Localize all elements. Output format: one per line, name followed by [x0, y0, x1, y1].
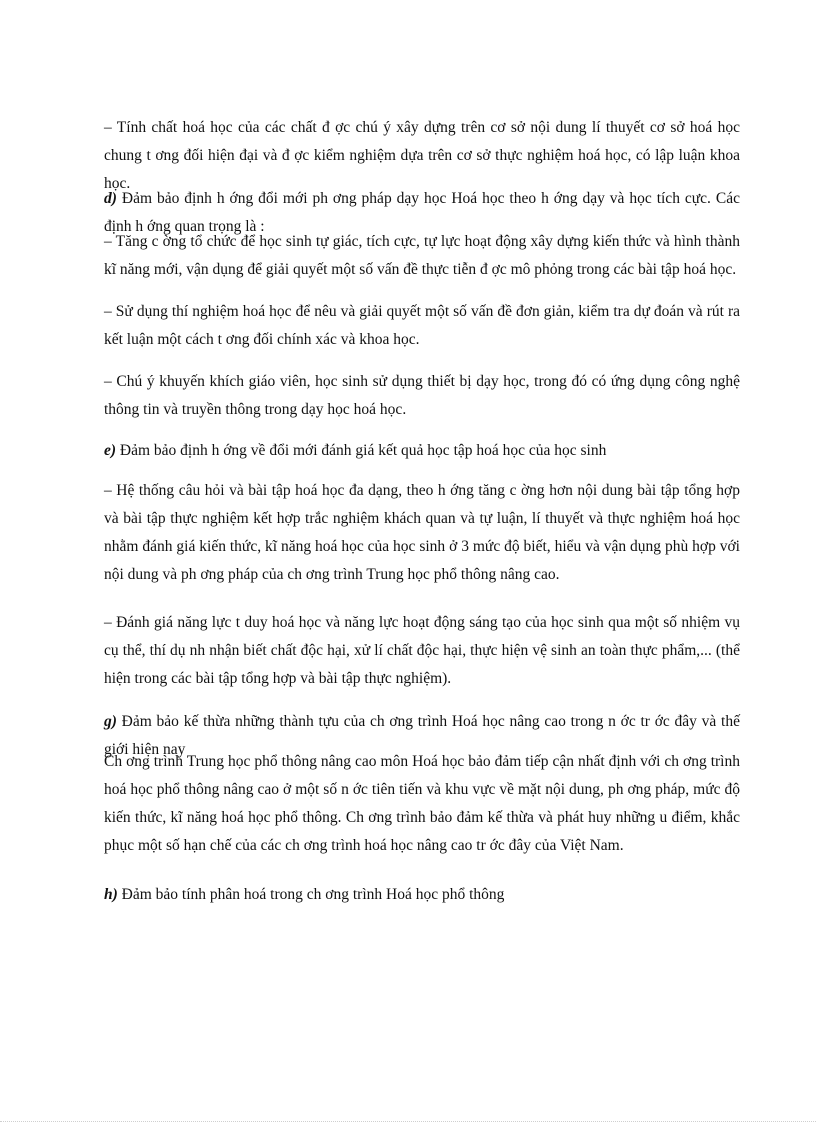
paragraph-teaching-equipment	[104, 368, 740, 424]
paragraph-text: Ch ơng trình Trung học phổ thông nâng cao môn Hoá học bảo đảm tiếp cận nhất định với ch ơng trình hoá học phổ thông nâng cao ở một số n ớc tiên tiến và khu vực về mặt nội dung, ph ơng pháp, mức độ kiến thức, kĩ năng hoá học phổ thông. Ch ơng trình bảo đảm kế thừa và phát huy những u điểm, khắc phục một số hạn chế của các ch ơng trình hoá học nâng cao tr ớc đây của Việt Nam.	[104, 753, 740, 854]
paragraph-text: – Tính chất hoá học của các chất đ ợc chú ý xây dựng trên cơ sở nội dung lí thuyết cơ sở hoá học chung t ơng đối hiện đại và đ ợc kiểm nghiệm dựa trên cơ sở thực nghiệm hoá học, có lập luận khoa học.	[104, 119, 740, 192]
paragraph-text: – Tăng c ờng tổ chức để học sinh tự giác, tích cực, tự lực hoạt động xây dựng kiến thức và hình thành kĩ năng mới, vận dụng để giải quyết một số vấn đề thực tiễn đ ợc mô phỏng trong các bài tập hoá học.	[104, 233, 740, 278]
heading-e	[104, 437, 740, 465]
heading-prefix: e)	[104, 442, 117, 459]
heading-text: Đảm bảo định h ớng về đổi mới đánh giá kết quả học tập hoá học của học sinh	[116, 442, 607, 459]
paragraph-text: – Hệ thống câu hỏi và bài tập hoá học đa dạng, theo h ớng tăng c ờng hơn nội dung bài tập tổng hợp và bài tập thực nghiệm kết hợp trắc nghiệm khách quan và tự luận, lí thuyết và thực nghiệm hoá học nhằm đánh giá kiến thức, kĩ năng hoá học của học sinh ở 3 mức độ biết, hiểu và vận dụng phù hợp với nội dung và ph ơng pháp của ch ơng trình Trung học phổ thông nâng cao.	[104, 482, 740, 583]
heading-prefix: d)	[104, 190, 117, 207]
paragraph-text: – Sử dụng thí nghiệm hoá học để nêu và giải quyết một số vấn đề đơn giản, kiểm tra dự đoán và rút ra kết luận một cách t ơng đối chính xác và khoa học.	[104, 303, 740, 348]
heading-text: Đảm bảo kế thừa những thành tựu của ch ơng trình Hoá học nâng cao trong n ớc tr ớc đây và thế giới hiện nay	[104, 713, 740, 758]
paragraph-question-system	[104, 477, 740, 589]
paragraph-thinking-assessment	[104, 609, 740, 693]
page-bottom-rule	[0, 1121, 816, 1122]
heading-text: Đảm bảo tính phân hoá trong ch ơng trình Hoá học phổ thông	[117, 886, 505, 903]
paragraph-strengthen-organization	[104, 228, 740, 284]
paragraph-curriculum-approach	[104, 748, 740, 860]
heading-text: Đảm bảo định h ớng đổi mới ph ơng pháp dạy học Hoá học theo h ớng dạy và học tích cực. Các định h ớng quan trọng là :	[104, 190, 740, 235]
paragraph-text: – Đánh giá năng lực t duy hoá học và năng lực hoạt động sáng tạo của học sinh qua một số nhiệm vụ cụ thể, thí dụ nh nhận biết chất độc hại, xử lí chất độc hại, thực hiện vệ sinh an toàn thực phẩm,... (thể hiện trong các bài tập tổng hợp và bài tập thực nghiệm).	[104, 614, 740, 687]
paragraph-text: – Chú ý khuyến khích giáo viên, học sinh sử dụng thiết bị dạy học, trong đó có ứng dụng công nghệ thông tin và truyền thông trong dạy học hoá học.	[104, 373, 740, 418]
heading-prefix: g)	[104, 713, 117, 730]
heading-prefix: h)	[104, 886, 118, 903]
heading-h	[104, 881, 740, 909]
paragraph-experiments	[104, 298, 740, 354]
